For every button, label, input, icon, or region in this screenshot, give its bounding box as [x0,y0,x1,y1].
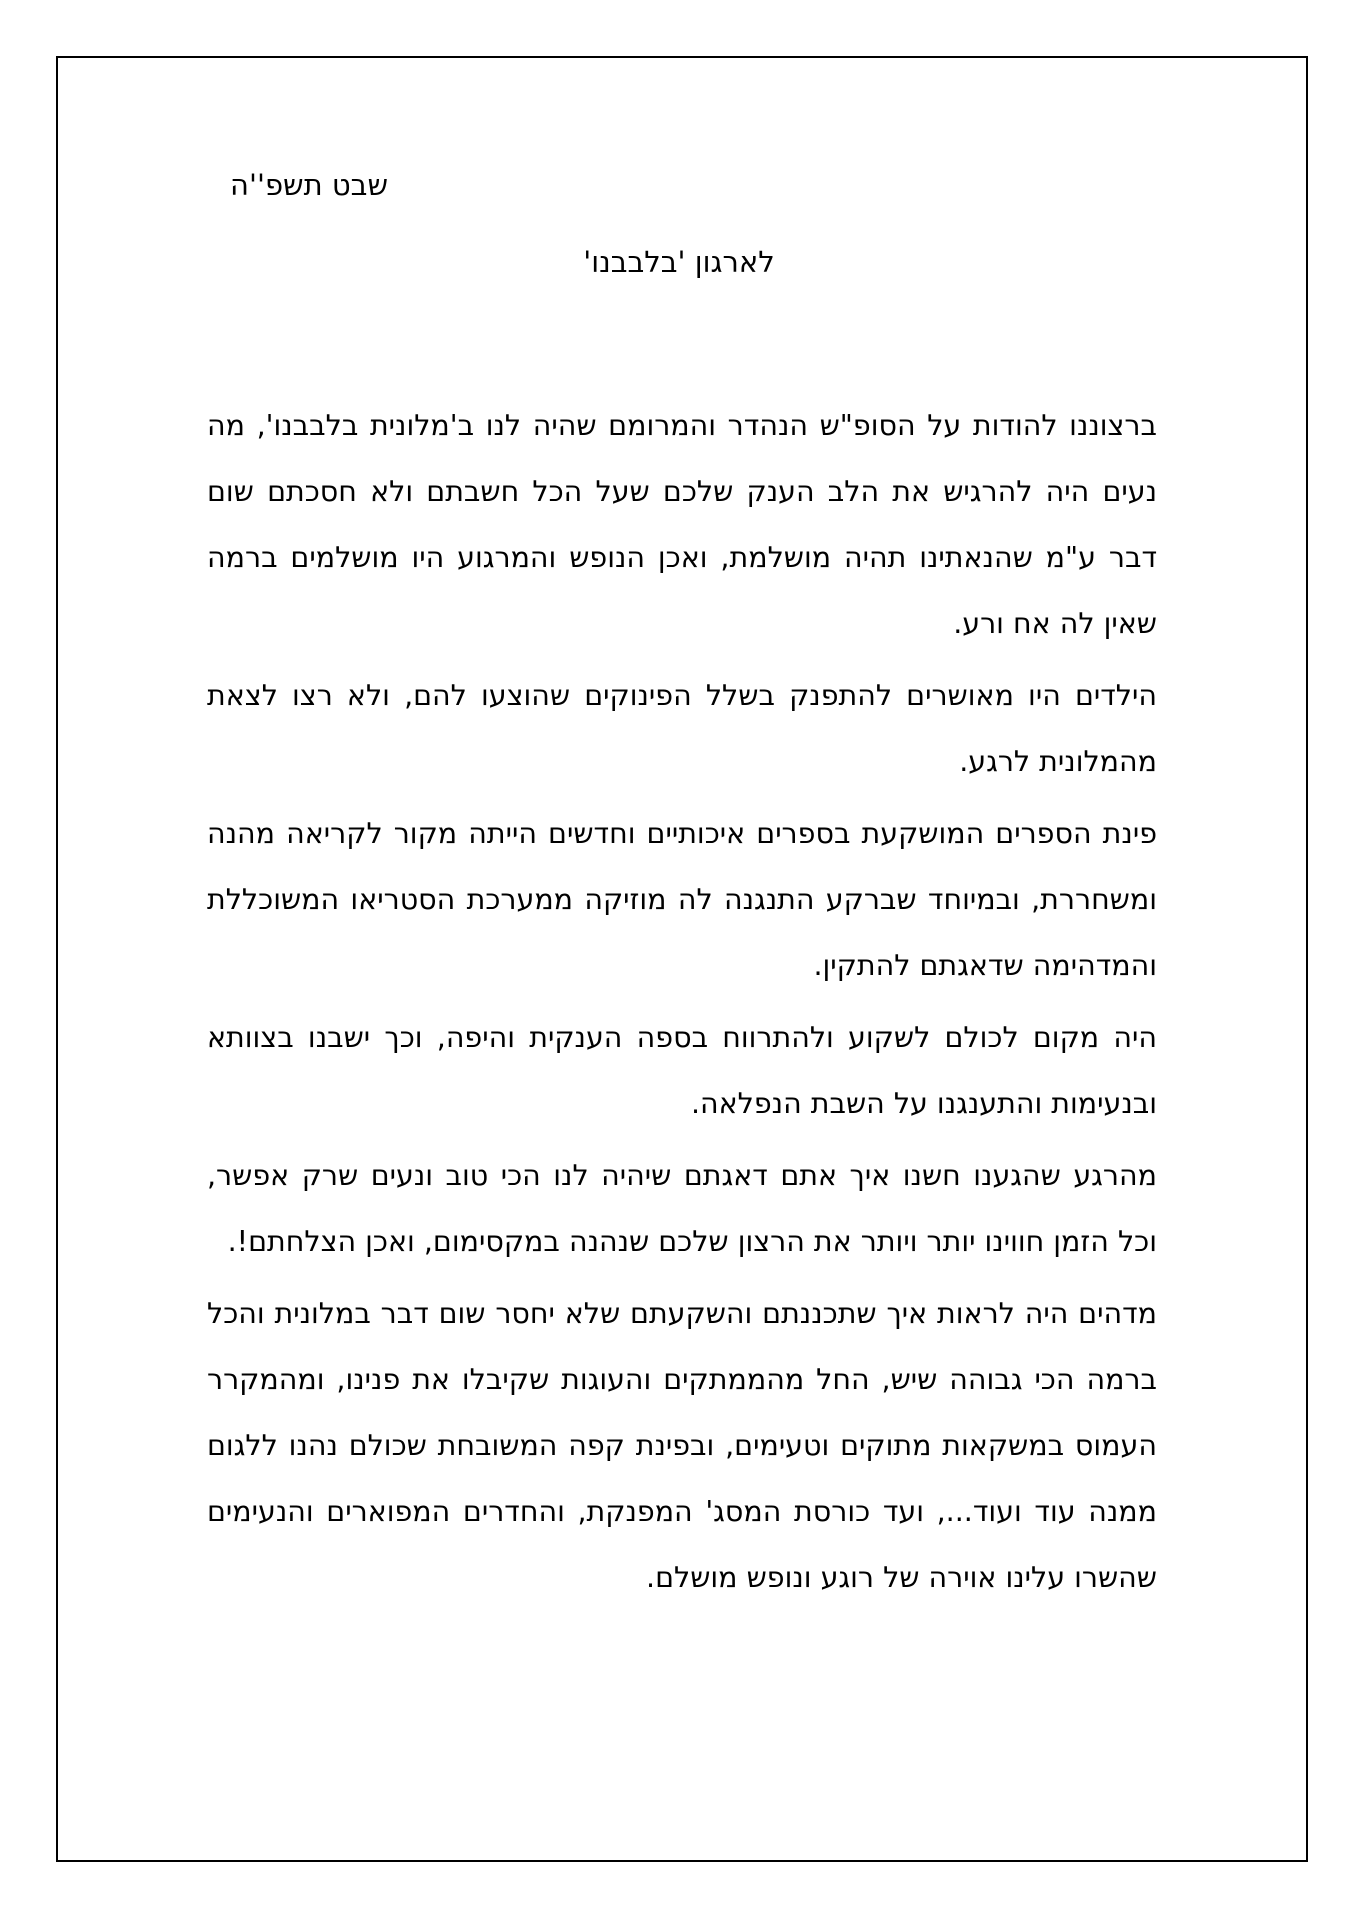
paragraph-3: פינת הספרים המושקעת בספרים איכותיים וחדשים הייתה מקור לקריאה מהנה ומשחררת, ובמיוחד שברקע התנגנה לה מוזיקה ממערכת הסטריאו המשוכללת והמדהימה שדאגתם להתקין. [207,817,1157,982]
letter-date: שבט תשפ''ה [230,168,388,202]
paragraph-1: ברצוננו להודות על הסופ"ש הנהדר והמרומם שהיה לנו ב'מלונית בלבבנו', מה נעים היה להרגיש את הלב הענק שלכם שעל הכל חשבתם ולא חסכתם שום דבר ע"מ שהנאתינו תהיה מושלמת, ואכן הנופש והמרגוע היו מושלמים ברמה שאין לה אח ורע. [207,409,1157,640]
paragraph-2: הילדים היו מאושרים להתפנק בשלל הפינוקים שהוצעו להם, ולא רצו לצאת מהמלונית לרגע. [207,679,1157,778]
paragraph-5: מהרגע שהגענו חשנו איך אתם דאגתם שיהיה לנו הכי טוב ונעים שרק אפשר, וכל הזמן חווינו יותר ויותר את הרצון שלכם שנהנה במקסימום, ואכן הצלחתם!. [207,1159,1157,1258]
paragraph-6: מדהים היה לראות איך שתכננתם והשקעתם שלא יחסר שום דבר במלונית והכל ברמה הכי גבוהה שיש, החל מהממתקים והעוגות שקיבלו את פנינו, ומהמקרר העמוס במשקאות מתוקים וטעימים, ובפינת קפה המשובחת שכולם נהנו ללגום ממנה עוד ועוד..., ועד כורסת המסג' המפנקת, והחדרים המפוארים והנעימים שהשרו עלינו אוירה של רוגע ונופש מושלם. [207,1297,1157,1594]
letter-addressee: לארגון 'בלבבנו' [583,245,775,279]
letter-body [207,393,1157,1611]
paragraph-4: היה מקום לכולם לשקוע ולהתרווח בספה הענקית והיפה, וכך ישבנו בצוותא ובנעימות והתענגנו על השבת הנפלאה. [207,1021,1157,1120]
